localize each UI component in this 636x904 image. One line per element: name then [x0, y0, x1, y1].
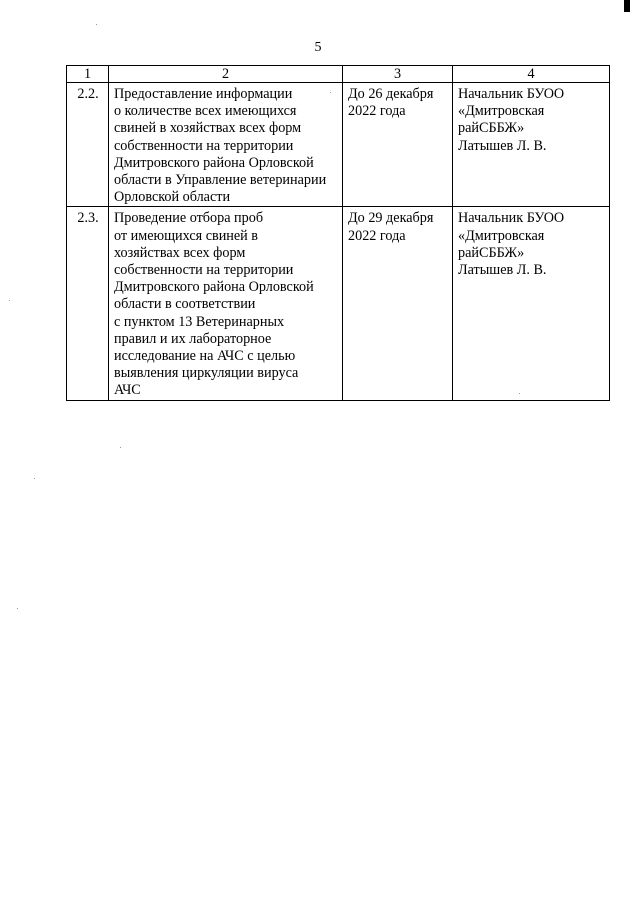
activity-text-line: собственности на территории: [114, 262, 294, 279]
responsible-text-line: Латышев Л. В.: [458, 262, 547, 279]
scan-speck: [120, 447, 121, 448]
responsible-text-line: Латышев Л. В.: [458, 137, 547, 154]
responsible-text-line: райСББЖ»: [458, 244, 525, 261]
activity-cell: [109, 207, 343, 400]
activity-text-line: хозяйствах всех форм: [114, 244, 246, 261]
scan-edge-mark: [624, 0, 630, 12]
column-header: 4: [453, 66, 610, 83]
item-number-cell: 2.2.: [67, 83, 109, 207]
activity-text-line: Орловской области: [114, 189, 231, 206]
table-header-row: [67, 66, 610, 83]
activity-text-line: области в Управление ветеринарии: [114, 172, 327, 189]
responsible-cell: [453, 207, 610, 400]
action-plan-table: [66, 65, 610, 401]
column-header: 2: [109, 66, 343, 83]
activity-text-line: Дмитровского района Орловской: [114, 154, 314, 171]
responsible-text-line: «Дмитровская: [458, 227, 545, 244]
responsible-text-line: «Дмитровская: [458, 103, 545, 120]
activity-text-line: выявления циркуляции вируса: [114, 365, 299, 382]
deadline-cell: [343, 207, 453, 400]
scan-speck: [9, 300, 10, 301]
responsible-cell: [453, 83, 610, 207]
activity-text-line: собственности на территории: [114, 137, 294, 154]
table-row: [67, 207, 610, 400]
activity-text-line: правил и их лабораторное: [114, 330, 272, 347]
item-number-cell: 2.3.: [67, 207, 109, 400]
deadline-text-line: 2022 года: [348, 103, 406, 120]
scan-speck: [34, 478, 35, 479]
column-header: 1: [67, 66, 109, 83]
page-number: 5: [314, 40, 322, 55]
column-header: 3: [343, 66, 453, 83]
activity-text-line: Проведение отбора проб: [114, 210, 264, 227]
responsible-text-line: Начальник БУОО: [458, 210, 565, 227]
activity-text-line: АЧС: [114, 382, 141, 399]
activity-text-line: о количестве всех имеющихся: [114, 103, 297, 120]
scan-speck: [96, 24, 97, 25]
activity-text-line: от имеющихся свиней в: [114, 227, 259, 244]
table-row: [67, 83, 610, 207]
activity-text-line: свиней в хозяйствах всех форм: [114, 120, 302, 137]
deadline-text-line: До 26 декабря: [348, 86, 434, 102]
activity-text-line: области в соответствии: [114, 296, 256, 313]
deadline-text-line: 2022 года: [348, 227, 406, 244]
activity-text-line: Предоставление информации: [114, 86, 293, 102]
scan-speck: [17, 608, 18, 609]
activity-text-line: с пунктом 13 Ветеринарных: [114, 313, 285, 330]
deadline-cell: [343, 83, 453, 207]
deadline-text-line: До 29 декабря: [348, 210, 434, 227]
activity-text-line: исследование на АЧС с целью: [114, 348, 296, 365]
activity-cell: [109, 83, 343, 207]
responsible-text-line: Начальник БУОО: [458, 86, 565, 102]
activity-text-line: Дмитровского района Орловской: [114, 279, 314, 296]
responsible-text-line: райСББЖ»: [458, 120, 525, 137]
